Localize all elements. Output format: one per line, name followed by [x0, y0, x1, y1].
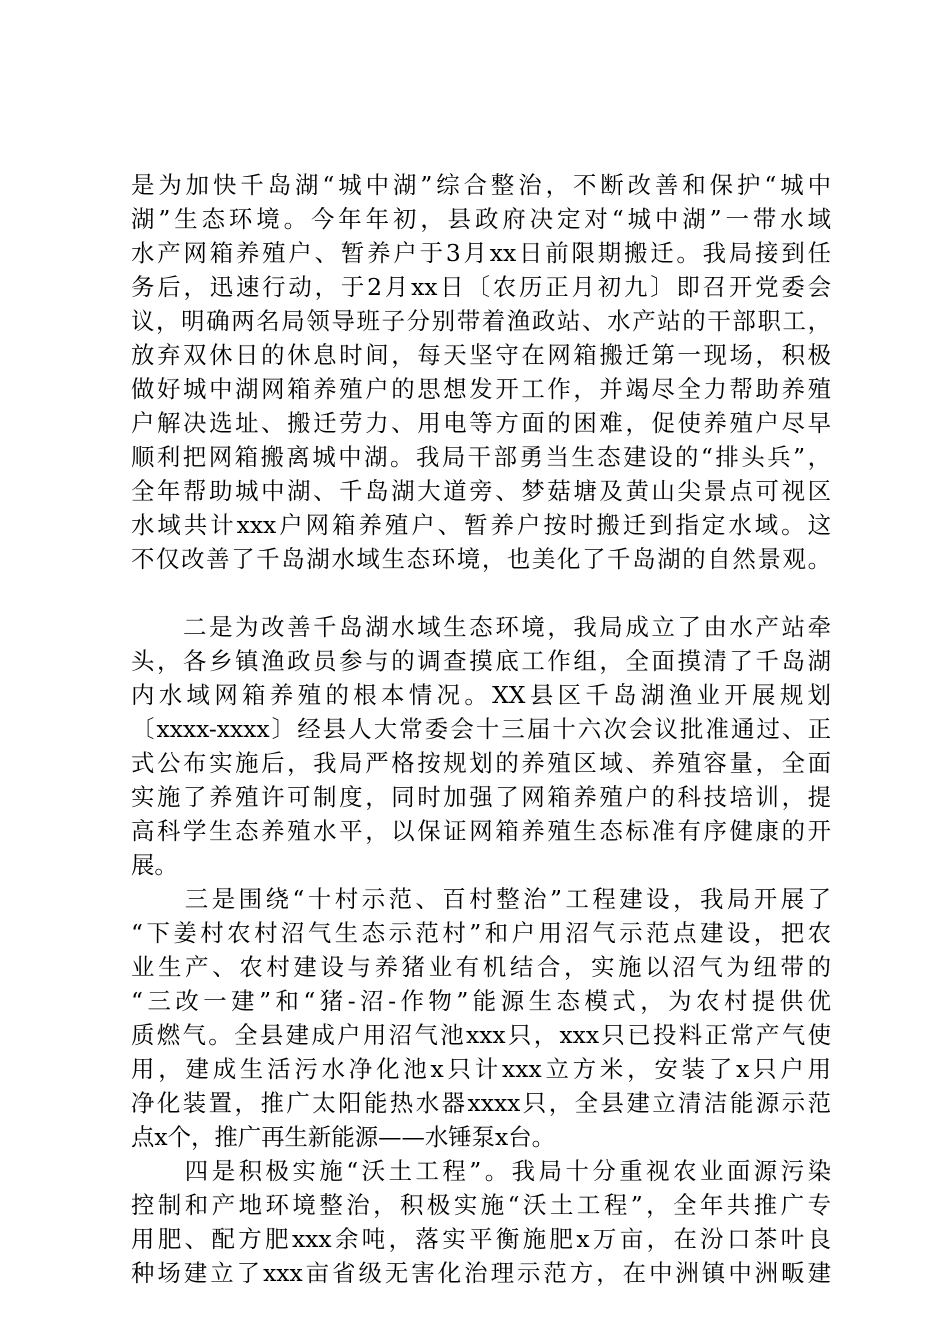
text-line: 业生产、农村建设与养猪业有机结合，实施以沼气为纽带的: [131, 953, 831, 981]
text-line: 内水域网箱养殖的根本情况。XX县区千岛湖渔业开展规划: [131, 681, 831, 709]
text-line: 实施了养殖许可制度，同时加强了网箱养殖户的科技培训，提: [131, 783, 831, 811]
text-line: 湖”生态环境。今年年初，县政府决定对“城中湖”一带水域: [131, 205, 831, 233]
text-line: 高科学生态养殖水平，以保证网箱养殖生态标准有序健康的开: [131, 817, 831, 845]
text-line: “下姜村农村沼气生态示范村”和户用沼气示范点建设，把农: [131, 919, 831, 947]
text-line: 二是为改善千岛湖水域生态环境，我局成立了由水产站牵: [131, 613, 831, 641]
paragraph-4: [131, 1154, 831, 1290]
paragraph-2: [131, 610, 831, 882]
text-line: 种场建立了xxx亩省级无害化治理示范方，在中洲镇中洲畈建: [131, 1259, 831, 1287]
text-line: “三改一建”和“猪-沼-作物”能源生态模式，为农村提供优: [131, 987, 831, 1015]
text-line: 质燃气。全县建成户用沼气池xxx只，xxx只已投料正常产气使: [131, 1021, 831, 1049]
text-line: 点x个，推广再生新能源——水锤泵x台。: [131, 1123, 556, 1151]
text-line: 顺利把网箱搬离城中湖。我局干部勇当生态建设的“排头兵”，: [131, 443, 831, 471]
paragraph-1: [131, 168, 831, 576]
text-line: 水域共计xxx户网箱养殖户、暂养户按时搬迁到指定水域。这: [131, 511, 831, 539]
text-line: 户解决选址、搬迁劳力、用电等方面的困难，促使养殖户尽早: [131, 409, 831, 437]
text-line: 做好城中湖网箱养殖户的思想发开工作，并竭尽全力帮助养殖: [131, 375, 831, 403]
text-line: 水产网箱养殖户、暂养户于3月xx日前限期搬迁。我局接到任: [131, 239, 831, 267]
text-line: 头，各乡镇渔政员参与的调查摸底工作组，全面摸清了千岛湖: [131, 647, 831, 675]
text-line: 不仅改善了千岛湖水域生态环境，也美化了千岛湖的自然景观。: [131, 545, 831, 573]
text-line: 放弃双休日的休息时间，每天坚守在网箱搬迁第一现场，积极: [131, 341, 831, 369]
text-line: 〔xxxx-xxxx〕经县人大常委会十三届十六次会议批准通过、正: [131, 715, 831, 743]
text-line: 四是积极实施“沃土工程”。我局十分重视农业面源污染: [131, 1157, 831, 1185]
text-line: 全年帮助城中湖、千岛湖大道旁、梦菇塘及黄山尖景点可视区: [131, 477, 831, 505]
text-line: 务后，迅速行动，于2月xx日〔农历正月初九〕即召开党委会: [131, 273, 831, 301]
paragraph-3: [131, 882, 831, 1154]
text-line: 净化装置，推广太阳能热水器xxxx只，全县建立清洁能源示范: [131, 1089, 831, 1117]
paragraph-spacer: [131, 576, 831, 610]
text-line: 控制和产地环境整治，积极实施“沃土工程”，全年共推广专: [131, 1191, 831, 1219]
text-line: 用，建成生活污水净化池x只计xxx立方米，安装了x只户用: [131, 1055, 831, 1083]
text-line: 展。: [131, 851, 178, 879]
text-line: 议，明确两名局领导班子分别带着渔政站、水产站的干部职工，: [131, 307, 831, 335]
document-body: [131, 168, 831, 1290]
text-line: 是为加快千岛湖“城中湖”综合整治，不断改善和保护“城中: [131, 171, 831, 199]
text-line: 三是围绕“十村示范、百村整治”工程建设，我局开展了: [131, 885, 831, 913]
text-line: 用肥、配方肥xxx余吨，落实平衡施肥x万亩，在汾口茶叶良: [131, 1225, 831, 1253]
text-line: 式公布实施后，我局严格按规划的养殖区域、养殖容量，全面: [131, 749, 831, 777]
